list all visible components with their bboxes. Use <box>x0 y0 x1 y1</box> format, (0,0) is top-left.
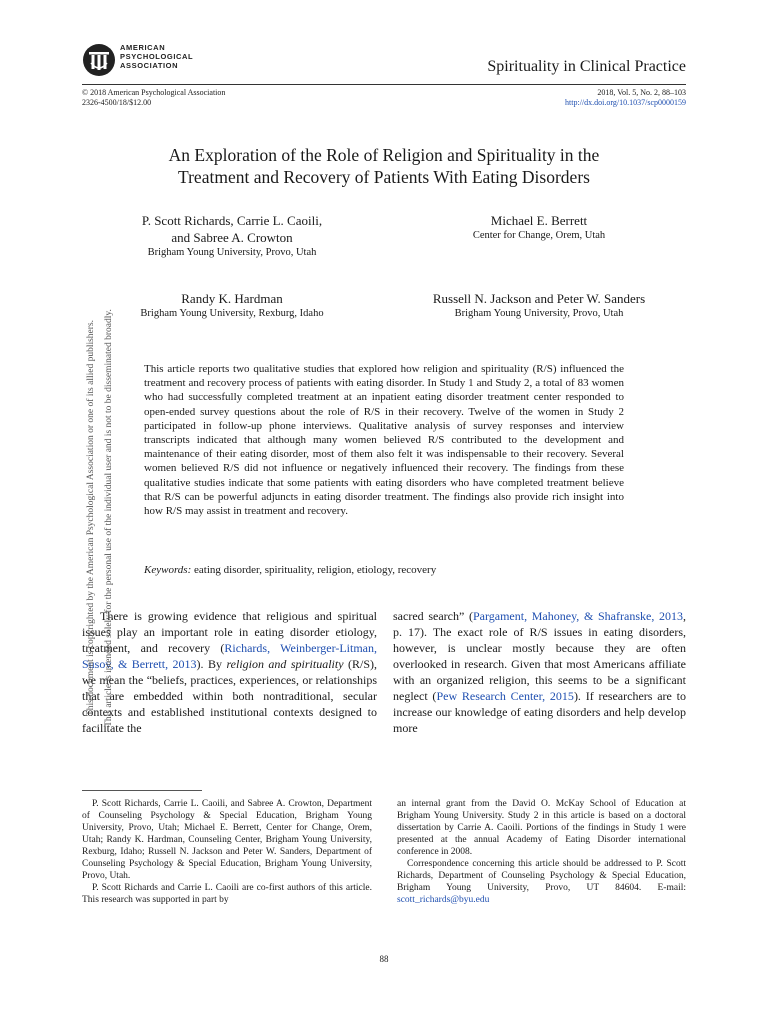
keywords-list: eating disorder, spirituality, religion, etiology, recovery <box>191 564 437 576</box>
title-line-1: An Exploration of the Role of Religion and Spirituality in the <box>168 145 600 165</box>
footnote-right <box>397 798 686 906</box>
issn-line: 2326-4500/18/$12.00 <box>82 98 152 107</box>
body-text: ). If researchers are to increase our knowledge of eating disorders and help develop more <box>393 689 686 735</box>
body-column-left <box>82 608 377 736</box>
keywords <box>144 563 624 577</box>
author-note: an internal grant from the David O. McKay School of Education at Brigham Young University. Study 2 in this article is based on a doctoral dissertation by Carrie A. Caoili. Portions of the findings in Study 1 were presented at the annual Academy of Eating Disorder international conference in 2008. <box>397 799 686 857</box>
citation-link[interactable]: Richards, Weinberger-Litman, Susov, & Berrett, 2013 <box>82 641 377 671</box>
author-group-2 <box>392 212 686 243</box>
footnote-left <box>82 798 372 906</box>
logo-line-2: PSYCHOLOGICAL <box>120 52 194 61</box>
volume-line: 2018, Vol. 5, No. 2, 88–103 <box>597 88 686 97</box>
author-names: P. Scott Richards, Carrie L. Caoili, <box>141 213 323 228</box>
footnote-rule <box>82 790 202 791</box>
author-note: P. Scott Richards, Carrie L. Caoili, and Sabree A. Crowton, Department of Counseling Psychology & Special Education, Brigham Young University, Provo, Utah; Michael E. Berrett, Center for Change, Orem, Utah; Randy K. Hardman, Counseling Center, Brigham Young University, Rexburg, Idaho; Russell N. Jackson and Peter W. Sanders, Department of Counseling Psychology & Special Education, Brigham Young University, Provo, Utah. <box>82 799 372 881</box>
author-names: Randy K. Hardman <box>181 291 283 306</box>
copyright-side-notice <box>82 248 118 788</box>
title-line-2: Treatment and Recovery of Patients With Eating Disorders <box>178 167 590 187</box>
author-note: P. Scott Richards and Carrie L. Caoili are co-first authors of this article. This research was supported in part by <box>82 883 372 905</box>
citation-link[interactable]: Pargament, Mahoney, & Shafranske, 2013 <box>472 609 683 623</box>
body-column-right <box>393 608 686 736</box>
author-affiliation: Center for Change, Orem, Utah <box>472 230 606 241</box>
author-group-3 <box>82 290 382 321</box>
author-affiliation: Brigham Young University, Rexburg, Idaho <box>140 308 324 319</box>
side-notice-line-2: This article is intended solely for the personal use of the individual user and is not to be disseminated broadly. <box>104 309 114 727</box>
author-names: and Sabree A. Crowton <box>171 230 293 245</box>
copyright-line: © 2018 American Psychological Association <box>82 88 226 97</box>
logo-line-1: AMERICAN <box>120 43 166 52</box>
abstract: This article reports two qualitative studies that explored how religion and spirituality (R/S) influenced the treatment and recovery process of patients with eating disorder. In Study 1 and Study 2, a total of 83 women who had successfully completed treatment at an inpatient eating disorder treatment center responded to open-ended survey questions about the role of R/S in their recovery. Twelve of the women in Study 2 participated in follow-up phone interviews. Qualitative analysis of survey responses and interview transcripts indicated that although many women believed R/S contributed to the development and maintenance of their eating disorder, most of them also felt it was indispensable to their recovery. Several women believed R/S did not influence or negatively influenced their recovery. The findings from these qualitative studies indicate that some patients with eating disorders who have completed treatment believe that R/S can be powerful adjuncts in eating disorder treatment. The findings also provide rich insight into how R/S may assist in treatment and recovery. <box>144 363 624 518</box>
body-paragraph <box>393 608 686 736</box>
email-link[interactable]: scott_richards@byu.edu <box>397 895 490 905</box>
correspondence-text: Correspondence concerning this article should be addressed to P. Scott Richards, Department of Counseling Psychology & Special Education, Brigham Young University, Provo, UT 84604. E-mail: <box>397 859 686 893</box>
journal-title: Spirituality in Clinical Practice <box>487 58 686 75</box>
author-group-4 <box>392 290 686 321</box>
doi-link[interactable]: http://dx.doi.org/10.1037/scp0000159 <box>565 98 686 107</box>
author-names: Michael E. Berrett <box>490 213 588 228</box>
citation-info <box>565 88 686 108</box>
body-text: , p. 17). The exact role of R/S issues in eating disorders, however, is unclear mostly because they are often overlooked in research. Given that most Americans affiliate with an organized religion, this seems to be a significant neglect ( <box>393 609 686 703</box>
copyright-info <box>82 88 225 108</box>
apa-logo-icon <box>82 43 116 77</box>
body-text: sacred search” ( <box>393 609 473 623</box>
body-text: (R/S), we mean the “beliefs, practices, experiences, or relationships that are embedded within both nontraditional, secular contexts and established institutional contexts designed to facilitate the <box>82 657 377 735</box>
header-rule <box>82 84 686 85</box>
body-text: ). By <box>196 657 227 671</box>
author-affiliation: Brigham Young University, Provo, Utah <box>147 247 317 258</box>
author-names: Russell N. Jackson and Peter W. Sanders <box>432 291 646 306</box>
body-text: There is growing evidence that religious and spiritual issues play an important role in eating disorder etiology, treatment, and recovery ( <box>82 609 377 655</box>
article-title <box>82 144 686 188</box>
side-notice-line-1: This document is copyrighted by the American Psychological Association or one of its allied publishers. <box>86 319 96 717</box>
correspondence-note <box>397 858 686 906</box>
publisher-logo-text <box>120 43 193 70</box>
page-number: 88 <box>379 954 389 964</box>
emphasis-text: religion and spirituality <box>226 657 344 671</box>
citation-link[interactable]: Pew Research Center, 2015 <box>436 689 574 703</box>
logo-line-3: ASSOCIATION <box>120 61 179 70</box>
keywords-label: Keywords: <box>144 564 192 576</box>
author-group-1 <box>82 212 382 260</box>
body-paragraph <box>82 608 377 736</box>
author-affiliation: Brigham Young University, Provo, Utah <box>454 308 624 319</box>
